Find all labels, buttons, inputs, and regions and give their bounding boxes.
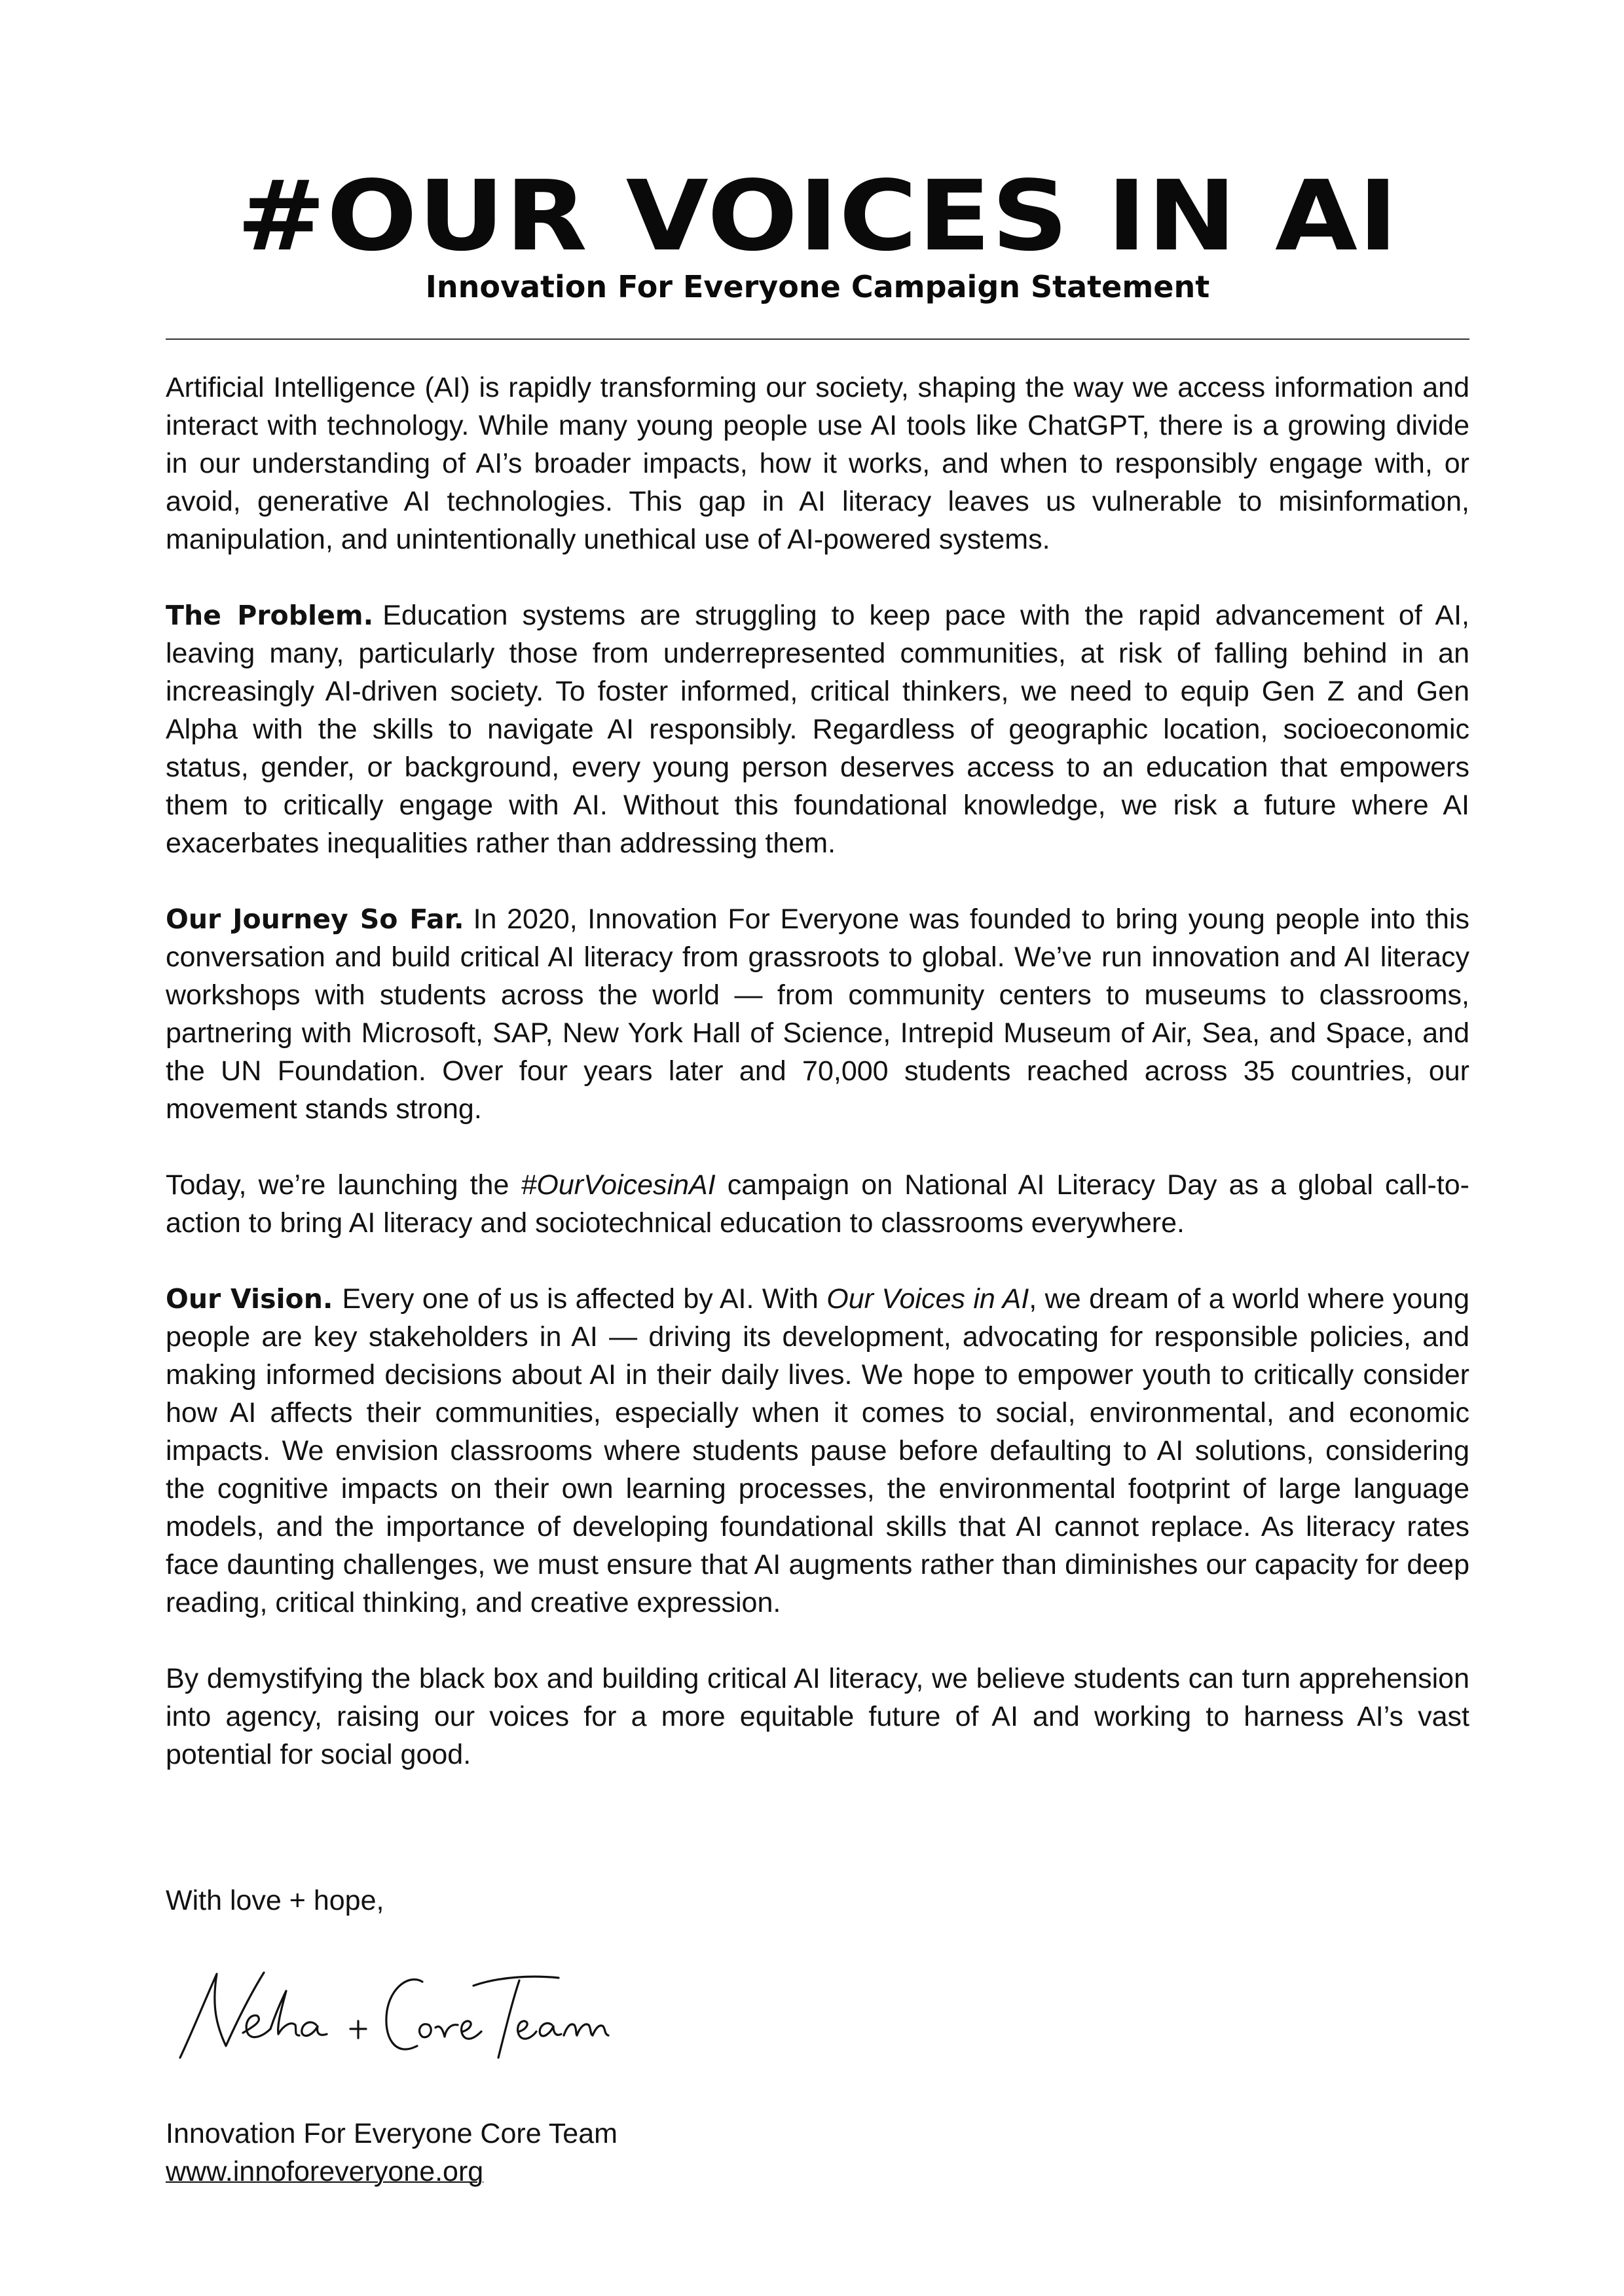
vision-text-before: Every one of us is affected by AI. With bbox=[342, 1283, 827, 1315]
conclusion-paragraph: By demystifying the black box and building critical AI literacy, we believe students can turn apprehension into agency, raising our voices for a more equitable future of AI and working to harness AI’s vast potential for social good. bbox=[166, 1663, 1469, 1770]
journey-text: In 2020, Innovation For Everyone was founded to bring young people into this conversation and build critical AI literacy from grassroots to global. We’ve run innovation and AI literacy workshops with students across the world — from community centers to museums to classrooms, partnering with Microsoft, SAP, New York Hall of Science, Intrepid Museum of Air, Sea, and Space, and the UN Foundation. Over four years later and 70,000 students reached across 35 countries, our movement stands strong. bbox=[166, 903, 1469, 1125]
today-text-after: campaign on National AI Literacy Day as a global call-to-action to bring AI literacy and sociotechnical education to classrooms everywhere. bbox=[166, 1169, 1469, 1239]
team-name: Innovation For Everyone Core Team bbox=[166, 2118, 618, 2149]
vision-heading: Our Vision. bbox=[166, 1283, 333, 1315]
today-text-before: Today, we’re launching the bbox=[166, 1169, 521, 1201]
vision-text-after: , we dream of a world where young people are key stakeholders in AI — driving its development, advocating for responsible policies, and making informed decisions about AI in their daily lives. We hope to empower youth to critically consider how AI affects their communities, especially when it comes to social, environmental, and economic impacts. We envision classrooms where students pause before defaulting to AI solutions, considering the cognitive impacts on their own learning processes, the environmental footprint of large language models, and the importance of developing foundational skills that AI cannot replace. As literacy rates face daunting challenges, we must ensure that AI augments rather than diminishes our capacity for deep reading, critical thinking, and creative expression. bbox=[166, 1283, 1469, 1618]
campaign-hashtag: #OurVoicesinAI bbox=[521, 1169, 716, 1201]
problem-paragraph bbox=[166, 596, 1469, 862]
website-link[interactable]: www.innoforeveryone.org bbox=[166, 2156, 484, 2187]
footer bbox=[166, 2115, 618, 2191]
header bbox=[166, 160, 1469, 305]
handwritten-signature bbox=[166, 1948, 611, 2079]
page-subtitle: Innovation For Everyone Campaign Statement bbox=[425, 269, 1210, 304]
vision-paragraph bbox=[166, 1280, 1469, 1622]
statement-body bbox=[166, 369, 1469, 1774]
vision-emphasis: Our Voices in AI bbox=[826, 1283, 1029, 1315]
closing-line: With love + hope, bbox=[166, 1885, 384, 1916]
problem-text: Education systems are struggling to keep pace with the rapid advancement of AI, leaving many, particularly those from underrepresented communities, at risk of falling behind in an increasingly AI-driven society. To foster informed, critical thinkers, we need to equip Gen Z and Gen Alpha with the skills to navigate AI responsibly. Regardless of geographic location, socioeconomic status, gender, or background, every young person deserves access to an education that empowers them to critically engage with AI. Without this foundational knowledge, we risk a future where AI exacerbates inequalities rather than addressing them. bbox=[166, 600, 1469, 859]
intro-paragraph: Artificial Intelligence (AI) is rapidly transforming our society, shaping the way we access information and interact with technology. While many young people use AI tools like ChatGPT, there is a growing divide in our understanding of AI’s broader impacts, how it works, and when to responsibly engage with, or avoid, generative AI technologies. This gap in AI literacy leaves us vulnerable to misinformation, manipulation, and unintentionally unethical use of AI-powered systems. bbox=[166, 372, 1469, 555]
journey-heading: Our Journey So Far. bbox=[166, 903, 464, 935]
journey-paragraph bbox=[166, 900, 1469, 1128]
header-divider bbox=[166, 338, 1469, 340]
problem-heading: The Problem. bbox=[166, 600, 374, 631]
signature-drawing bbox=[166, 1948, 611, 2079]
page-title: #OUR VOICES IN AI bbox=[236, 160, 1399, 272]
today-paragraph bbox=[166, 1166, 1469, 1242]
